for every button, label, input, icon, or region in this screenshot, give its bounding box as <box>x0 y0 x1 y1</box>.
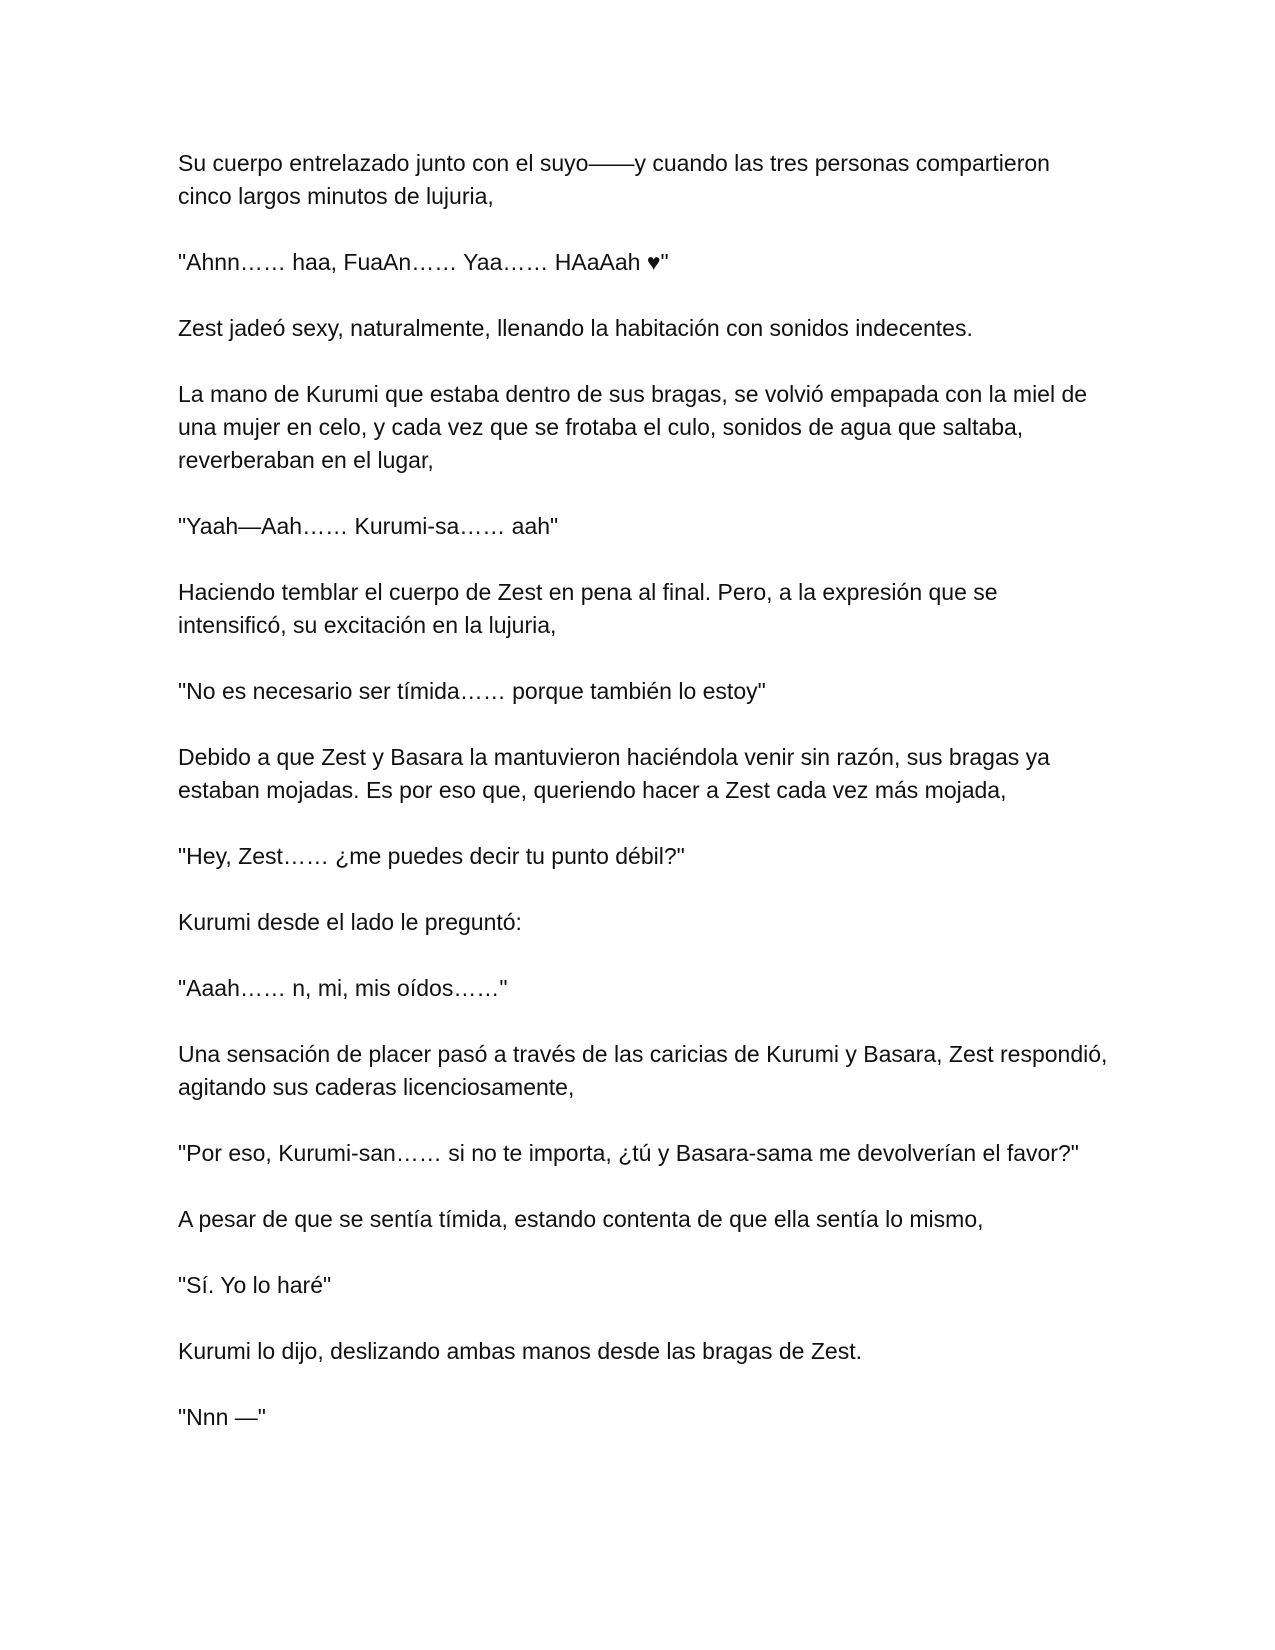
paragraph: "No es necesario ser tímida…… porque también lo estoy" <box>178 678 766 704</box>
paragraph: Su cuerpo entrelazado junto con el suyo——y cuando las tres personas compartieron cinco largos minutos de lujuria, <box>178 150 1050 209</box>
paragraph: La mano de Kurumi que estaba dentro de sus bragas, se volvió empapada con la miel de una mujer en celo, y cada vez que se frotaba el culo, sonidos de agua que saltaba, reverberaban en el lugar, <box>178 381 1088 473</box>
paragraph: "Nnn —" <box>178 1404 266 1430</box>
paragraph: "Ahnn…… haa, FuaAn…… Yaa…… HAaAah ♥" <box>178 249 669 275</box>
paragraph: A pesar de que se sentía tímida, estando contenta de que ella sentía lo mismo, <box>178 1206 984 1232</box>
paragraph: Kurumi lo dijo, deslizando ambas manos desde las bragas de Zest. <box>178 1338 862 1364</box>
paragraph: Debido a que Zest y Basara la mantuvieron haciéndola venir sin razón, sus bragas ya estaban mojadas. Es por eso que, queriendo hacer a Zest cada vez más mojada, <box>178 744 1050 803</box>
paragraph: Zest jadeó sexy, naturalmente, llenando la habitación con sonidos indecentes. <box>178 315 973 341</box>
paragraph: "Sí. Yo lo haré" <box>178 1272 332 1298</box>
paragraph: "Yaah—Aah…… Kurumi-sa…… aah" <box>178 513 559 539</box>
paragraph: "Hey, Zest…… ¿me puedes decir tu punto débil?" <box>178 843 685 869</box>
paragraph: "Aaah…… n, mi, mis oídos……" <box>178 975 508 1001</box>
paragraph: Haciendo temblar el cuerpo de Zest en pena al final. Pero, a la expresión que se intensificó, su excitación en la lujuria, <box>178 579 998 638</box>
paragraph: Kurumi desde el lado le preguntó: <box>178 909 522 935</box>
paragraph: "Por eso, Kurumi-san…… si no te importa, ¿tú y Basara-sama me devolverían el favor?" <box>178 1140 1079 1166</box>
paragraph: Una sensación de placer pasó a través de las caricias de Kurumi y Basara, Zest respondió, agitando sus caderas licenciosamente, <box>178 1041 1108 1100</box>
document-body <box>178 147 1108 1467</box>
